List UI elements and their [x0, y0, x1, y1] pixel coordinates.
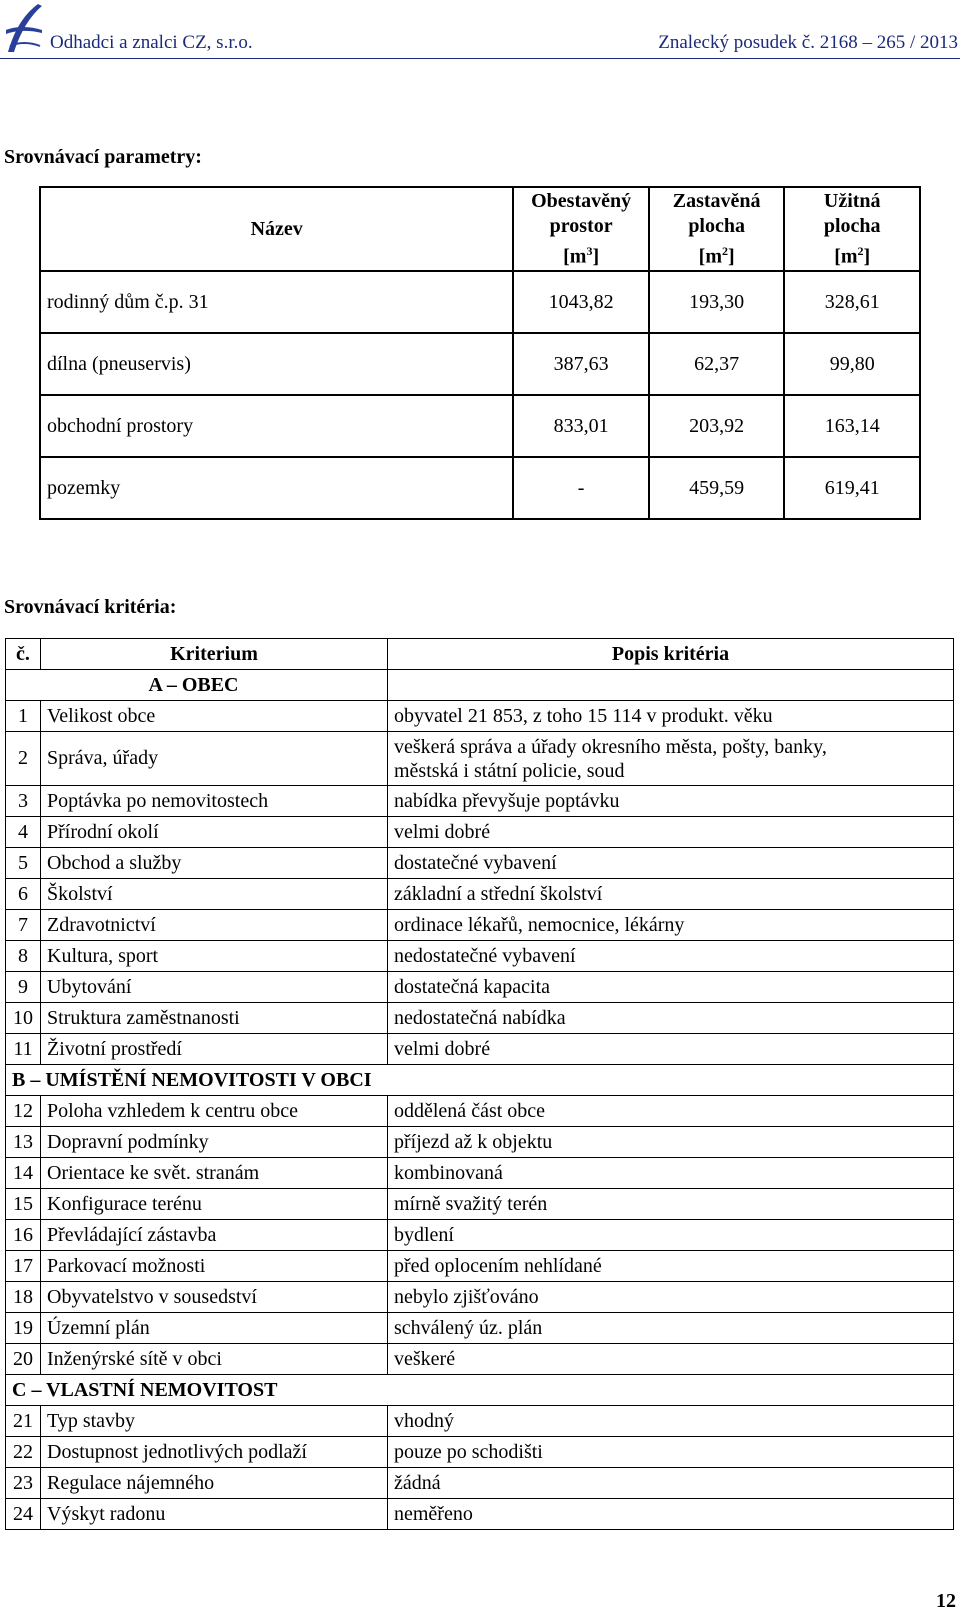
- param-name-cell: rodinný dům č.p. 31: [40, 271, 513, 333]
- criterion-number: 2: [6, 732, 41, 786]
- company-logo-icon: [4, 2, 44, 54]
- table-row: [6, 1499, 954, 1530]
- criterion-description: základní a střední školství: [388, 879, 954, 910]
- table-row: [6, 1158, 954, 1189]
- params-title: Srovnávací parametry:: [4, 146, 202, 168]
- built-area-cell: 459,59: [649, 457, 785, 519]
- criterion-description: dostatečné vybavení: [388, 848, 954, 879]
- criterion-number: 6: [6, 879, 41, 910]
- page-header: [0, 0, 960, 59]
- table-row: [6, 879, 954, 910]
- criterion-description: schválený úz. plán: [388, 1313, 954, 1344]
- criterion-number: 11: [6, 1034, 41, 1065]
- criterion-description: žádná: [388, 1468, 954, 1499]
- table-row: [40, 271, 920, 333]
- volume-cell: 1043,82: [513, 271, 649, 333]
- criterion-name: Dostupnost jednotlivých podlaží: [41, 1437, 388, 1468]
- criterion-name: Převládající zástavba: [41, 1220, 388, 1251]
- description-line: veškerá správa a úřady okresního města, pošty, banky,: [394, 735, 827, 758]
- criterion-description: vhodný: [388, 1406, 954, 1437]
- table-row: [6, 1251, 954, 1282]
- criterion-name: Konfigurace terénu: [41, 1189, 388, 1220]
- criterion-name: Dopravní podmínky: [41, 1127, 388, 1158]
- col-header-volume: Obestavěný prostor $[m^3]$: [513, 187, 649, 271]
- criterion-description: [388, 732, 954, 786]
- table-row: [6, 1282, 954, 1313]
- criterion-description: příjezd až k objektu: [388, 1127, 954, 1158]
- section-heading: C – VLASTNÍ NEMOVITOST: [6, 1375, 954, 1406]
- criterion-name: Struktura zaměstnanosti: [41, 1003, 388, 1034]
- criterion-description: pouze po schodišti: [388, 1437, 954, 1468]
- criterion-number: 10: [6, 1003, 41, 1034]
- col-header-number: č.: [6, 639, 41, 670]
- criterion-name: Zdravotnictví: [41, 910, 388, 941]
- criterion-description: oddělená část obce: [388, 1096, 954, 1127]
- criterion-description: nedostatečná nabídka: [388, 1003, 954, 1034]
- criterion-description: nedostatečné vybavení: [388, 941, 954, 972]
- criterion-description: kombinovaná: [388, 1158, 954, 1189]
- criterion-name: Výskyt radonu: [41, 1499, 388, 1530]
- usable-area-cell: 619,41: [784, 457, 920, 519]
- table-row: [6, 1313, 954, 1344]
- criterion-description: velmi dobré: [388, 1034, 954, 1065]
- criterion-description: obyvatel 21 853, z toho 15 114 v produkt. věku: [388, 701, 954, 732]
- criterion-number: 24: [6, 1499, 41, 1530]
- criteria-header-row: [6, 639, 954, 670]
- criterion-number: 18: [6, 1282, 41, 1313]
- volume-cell: 387,63: [513, 333, 649, 395]
- criterion-name: Kultura, sport: [41, 941, 388, 972]
- criterion-name: Inženýrské sítě v obci: [41, 1344, 388, 1375]
- criterion-number: 14: [6, 1158, 41, 1189]
- volume-cell: 833,01: [513, 395, 649, 457]
- table-row: [6, 1344, 954, 1375]
- criterion-number: 17: [6, 1251, 41, 1282]
- criterion-number: 22: [6, 1437, 41, 1468]
- criterion-description: ordinace lékařů, nemocnice, lékárny: [388, 910, 954, 941]
- criterion-number: 19: [6, 1313, 41, 1344]
- criterion-number: 7: [6, 910, 41, 941]
- table-row: [6, 701, 954, 732]
- table-row: [6, 1127, 954, 1158]
- built-area-cell: 193,30: [649, 271, 785, 333]
- criterion-description: mírně svažitý terén: [388, 1189, 954, 1220]
- criterion-description: dostatečná kapacita: [388, 972, 954, 1003]
- criterion-name: Správa, úřady: [41, 732, 388, 786]
- criterion-name: Školství: [41, 879, 388, 910]
- criterion-name: Územní plán: [41, 1313, 388, 1344]
- description-line: městská i státní policie, soud: [394, 759, 625, 782]
- criterion-name: Ubytování: [41, 972, 388, 1003]
- col-header-description: Popis kritéria: [388, 639, 954, 670]
- table-row: [6, 1096, 954, 1127]
- criterion-name: Velikost obce: [41, 701, 388, 732]
- criterion-number: 4: [6, 817, 41, 848]
- table-row: [6, 848, 954, 879]
- param-name-cell: obchodní prostory: [40, 395, 513, 457]
- params-header-row: [40, 187, 920, 271]
- table-row: [6, 1189, 954, 1220]
- criteria-table: [5, 638, 954, 1530]
- page-number: 12: [936, 1590, 956, 1612]
- criterion-number: 8: [6, 941, 41, 972]
- param-name-cell: pozemky: [40, 457, 513, 519]
- table-row: [40, 333, 920, 395]
- volume-cell: -: [513, 457, 649, 519]
- built-area-cell: 203,92: [649, 395, 785, 457]
- criterion-name: Typ stavby: [41, 1406, 388, 1437]
- criterion-number: 20: [6, 1344, 41, 1375]
- criterion-number: 15: [6, 1189, 41, 1220]
- col-header-built-area: Zastavěná plocha $[m^2]$: [649, 187, 785, 271]
- criterion-number: 1: [6, 701, 41, 732]
- criterion-name: Obchod a služby: [41, 848, 388, 879]
- usable-area-cell: 99,80: [784, 333, 920, 395]
- criterion-number: 21: [6, 1406, 41, 1437]
- criterion-description: bydlení: [388, 1220, 954, 1251]
- report-number: Znalecký posudek č. 2168 – 265 / 2013: [658, 32, 958, 53]
- section-row: [6, 670, 954, 701]
- table-row: [40, 457, 920, 519]
- table-row: [6, 1437, 954, 1468]
- section-row: [6, 1065, 954, 1096]
- table-row: [6, 1003, 954, 1034]
- table-row: [6, 1406, 954, 1437]
- table-row: [6, 786, 954, 817]
- col-header-name: Název: [40, 187, 513, 271]
- table-row: [6, 817, 954, 848]
- table-row: [6, 1468, 954, 1499]
- criterion-description: velmi dobré: [388, 817, 954, 848]
- section-heading: A – OBEC: [6, 670, 388, 701]
- table-row: [6, 972, 954, 1003]
- table-row: [6, 910, 954, 941]
- criterion-number: 12: [6, 1096, 41, 1127]
- criterion-number: 9: [6, 972, 41, 1003]
- empty-cell: [388, 670, 954, 701]
- criterion-number: 5: [6, 848, 41, 879]
- table-row: [6, 732, 954, 786]
- criterion-name: Obyvatelstvo v sousedství: [41, 1282, 388, 1313]
- col-header-criterium: Kriterium: [41, 639, 388, 670]
- criterion-number: 3: [6, 786, 41, 817]
- criterion-name: Orientace ke svět. stranám: [41, 1158, 388, 1189]
- criterion-description: nebylo zjišťováno: [388, 1282, 954, 1313]
- company-name: Odhadci a znalci CZ, s.r.o.: [50, 32, 253, 53]
- built-area-cell: 62,37: [649, 333, 785, 395]
- criterion-description: veškeré: [388, 1344, 954, 1375]
- criterion-number: 23: [6, 1468, 41, 1499]
- col-header-usable-area: Užitná plocha $[m^2]$: [784, 187, 920, 271]
- table-row: [6, 1034, 954, 1065]
- criterion-name: Poptávka po nemovitostech: [41, 786, 388, 817]
- criterion-description: nabídka převyšuje poptávku: [388, 786, 954, 817]
- criterion-name: Parkovací možnosti: [41, 1251, 388, 1282]
- criteria-title: Srovnávací kritéria:: [4, 596, 177, 618]
- usable-area-cell: 328,61: [784, 271, 920, 333]
- section-row: [6, 1375, 954, 1406]
- table-row: [6, 941, 954, 972]
- criterion-description: před oplocením nehlídané: [388, 1251, 954, 1282]
- criterion-number: 13: [6, 1127, 41, 1158]
- criterion-name: Regulace nájemného: [41, 1468, 388, 1499]
- params-table: [39, 186, 921, 520]
- criterion-name: Přírodní okolí: [41, 817, 388, 848]
- param-name-cell: dílna (pneuservis): [40, 333, 513, 395]
- criterion-number: 16: [6, 1220, 41, 1251]
- criterion-name: Životní prostředí: [41, 1034, 388, 1065]
- table-row: [6, 1220, 954, 1251]
- criterion-name: Poloha vzhledem k centru obce: [41, 1096, 388, 1127]
- section-heading: B – UMÍSTĚNÍ NEMOVITOSTI V OBCI: [6, 1065, 954, 1096]
- criterion-description: neměřeno: [388, 1499, 954, 1530]
- usable-area-cell: 163,14: [784, 395, 920, 457]
- table-row: [40, 395, 920, 457]
